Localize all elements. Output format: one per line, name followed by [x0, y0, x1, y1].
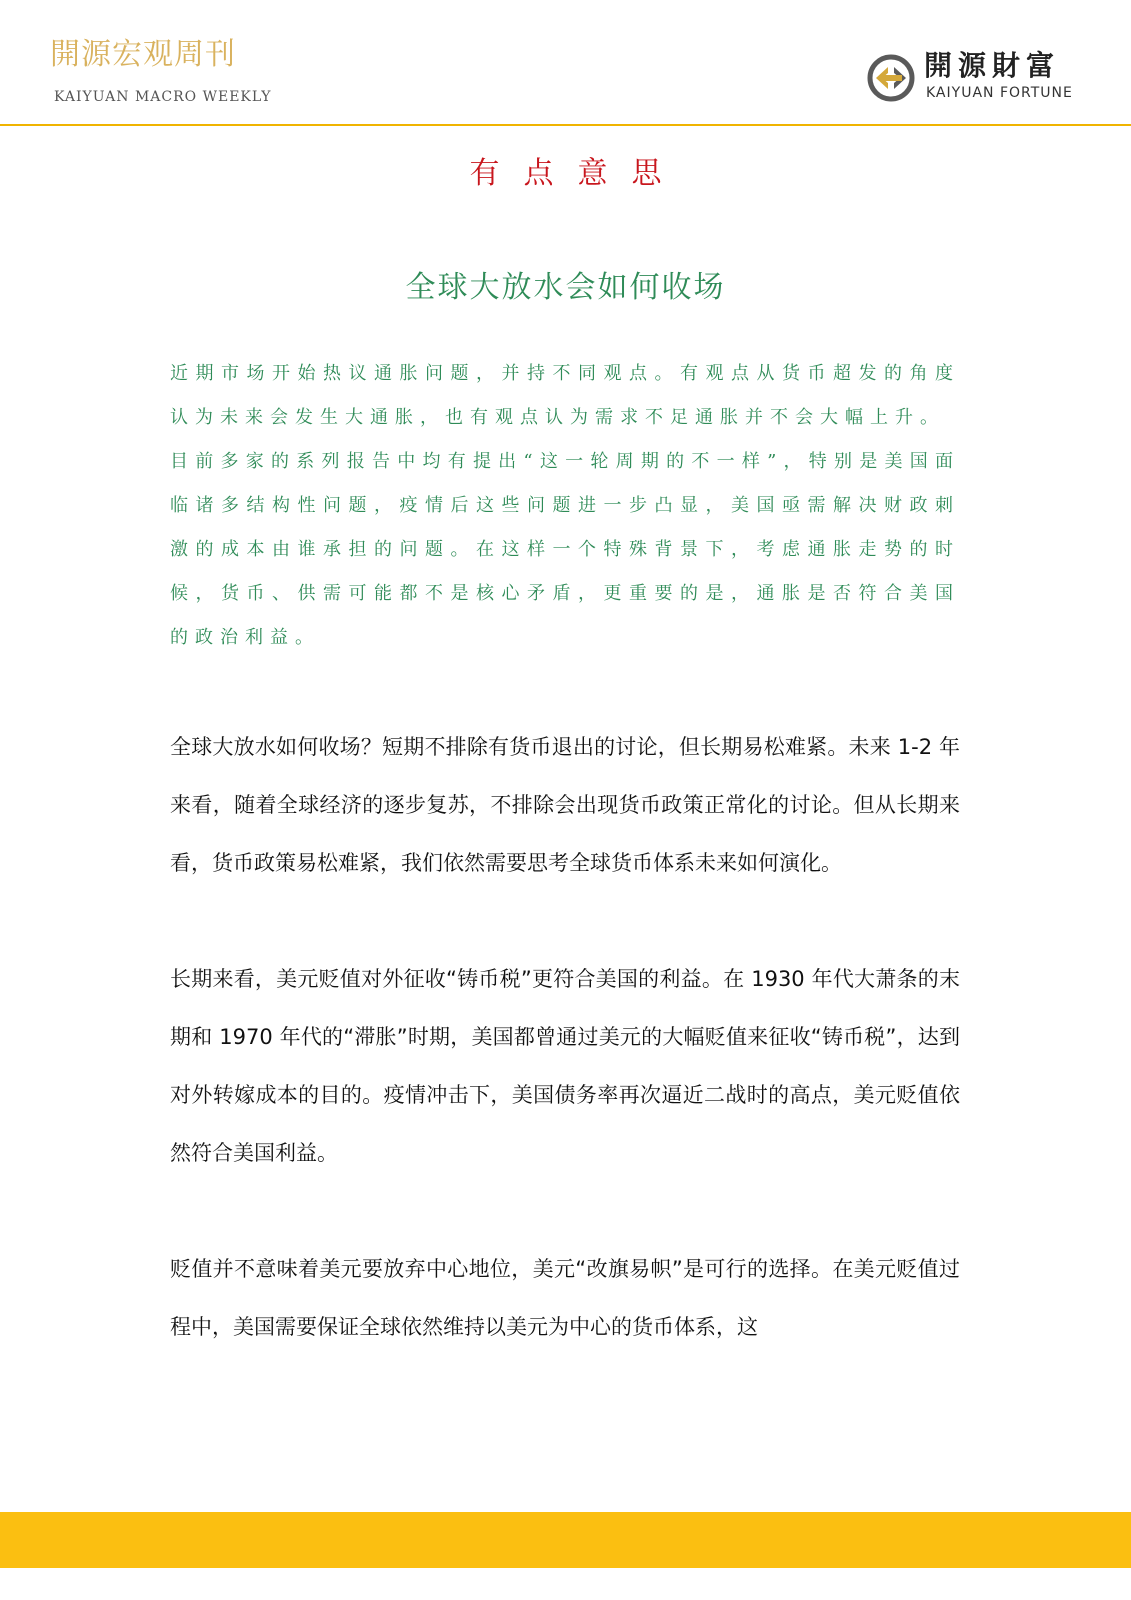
logo-chinese-name: 開源財富 — [924, 49, 1061, 82]
abstract-paragraph: 近期市场开始热议通胀问题，并持不同观点。有观点从货币超发的角度认为未来会发生大通胀，也有观点认为需求不足通胀并不会大幅上升。 — [170, 363, 960, 428]
footer-bar — [0, 1512, 1131, 1568]
section-label: 有点意思 — [469, 156, 686, 191]
body-paragraph: 长期来看，美元贬值对外征收“铸币税”更符合美国的利益。在 1930 年代大萧条的末期和 1970 年代的“滞胀”时期，美国都曾通过美元的大幅贬值来征收“铸币税”，达到对外转嫁成本的目的。疫情冲击下，美国债务率再次逼近二战时的高点，美元贬值依然符合美国利益。 — [170, 967, 960, 1165]
brand-subtitle: KAIYUAN MACRO WEEKLY — [54, 89, 272, 105]
article-body — [170, 718, 960, 1414]
body-paragraph: 全球大放水如何收场？短期不排除有货币退出的讨论，但长期易松难紧。未来 1-2 年来看，随着全球经济的逐步复苏，不排除会出现货币政策正常化的讨论。但从长期来看，货币政策易松难紧，我们依然需要思考全球货币体系未来如何演化。 — [170, 735, 960, 875]
kaiyuan-logo-icon — [866, 53, 916, 103]
abstract — [170, 352, 960, 660]
body-paragraph: 贬值并不意味着美元要放弃中心地位，美元“改旗易帜”是可行的选择。在美元贬值过程中，美国需要保证全球依然维持以美元为中心的货币体系，这 — [170, 1257, 960, 1339]
kaiyuan-logo — [866, 50, 1076, 108]
brand-title: 開源宏观周刊 — [50, 37, 236, 72]
page-header — [0, 0, 1131, 126]
article-title: 全球大放水会如何收场 — [405, 270, 726, 305]
header-divider — [0, 124, 1131, 126]
abstract-paragraph: 目前多家的系列报告中均有提出“这一轮周期的不一样”，特别是美国面临诸多结构性问题，疫情后这些问题进一步凸显，美国亟需解决财政刺激的成本由谁承担的问题。在这样一个特殊背景下，考虑通胀走势的时候，货币、供需可能都不是核心矛盾，更重要的是，通胀是否符合美国的政治利益。 — [170, 451, 960, 648]
logo-english-name: KAIYUAN FORTUNE — [926, 85, 1073, 101]
